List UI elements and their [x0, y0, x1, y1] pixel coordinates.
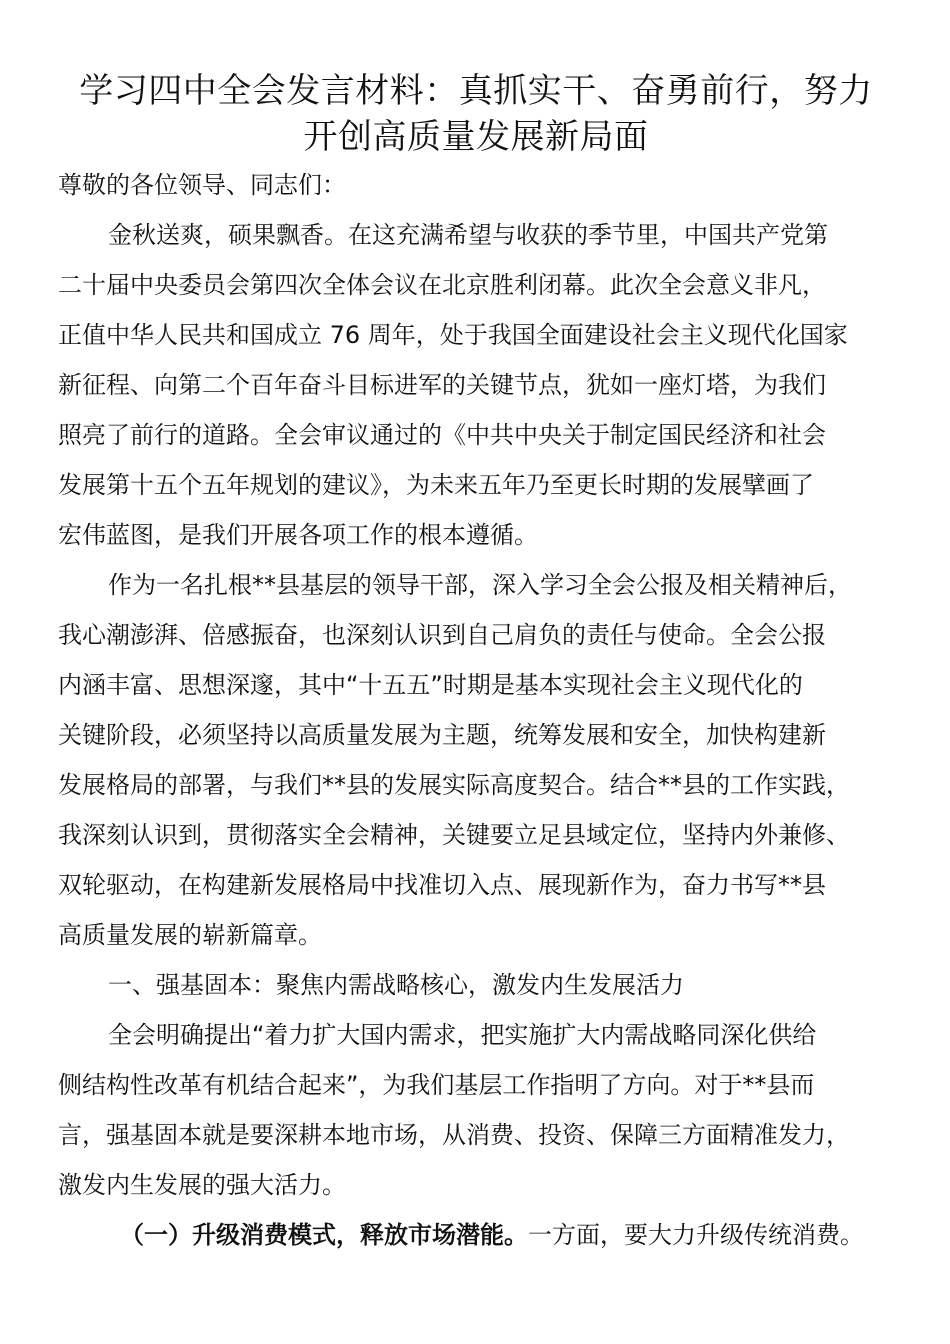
title-line-2: 开创高质量发展新局面 [303, 117, 649, 157]
text-line: 正值中华人民共和国成立 76 周年，处于我国全面建设社会主义现代化国家 [58, 321, 848, 349]
text-line: 二十届中央委员会第四次全体会议在北京胜利闭幕。此次全会意义非凡， [58, 271, 826, 299]
paragraph-opening [58, 210, 894, 560]
salutation: 尊敬的各位领导、同志们： [58, 171, 346, 199]
title-line-1: 学习四中全会发言材料：真抓实干、奋勇前行，努力 [79, 71, 873, 111]
subsection-heading: （一）升级消费模式，释放市场潜能。 [120, 1221, 528, 1249]
text-line: 发展格局的部署，与我们**县的发展实际高度契合。结合**县的工作实践， [58, 771, 850, 799]
paragraph-section-intro [58, 1010, 894, 1210]
text-line: 高质量发展的崭新篇章。 [58, 921, 322, 949]
text-line: 内涵丰富、思想深邃，其中“十五五”时期是基本实现社会主义现代化的 [58, 671, 803, 699]
text-line: 激发内生发展的强大活力。 [58, 1171, 346, 1199]
text-line: 作为一名扎根**县基层的领导干部，深入学习全会公报及相关精神后， [108, 571, 852, 599]
paragraph-reflection [58, 560, 894, 960]
text-line: 金秋送爽，硕果飘香。在这充满希望与收获的季节里，中国共产党第 [108, 221, 828, 249]
text-line: 新征程、向第二个百年奋斗目标进军的关键节点，犹如一座灯塔，为我们 [58, 371, 826, 399]
text-line: 照亮了前行的道路。全会审议通过的《中共中央关于制定国民经济和社会 [58, 421, 826, 449]
subsection-paragraph [58, 1210, 894, 1260]
document-page [58, 68, 894, 1260]
text-line: 双轮驱动，在构建新发展格局中找准切入点、展现新作为，奋力书写**县 [58, 871, 826, 899]
text-line: 我深刻认识到，贯彻落实全会精神，关键要立足县域定位，坚持内外兼修、 [58, 821, 850, 849]
text-line: 关键阶段，必须坚持以高质量发展为主题，统筹发展和安全，加快构建新 [58, 721, 826, 749]
text-line: 发展第十五个五年规划的建议》，为未来五年乃至更长时期的发展擘画了 [58, 471, 814, 499]
text-line: 宏伟蓝图，是我们开展各项工作的根本遵循。 [58, 521, 538, 549]
subsection-text: 一方面，要大力升级传统消费。 [528, 1221, 864, 1249]
document-title [58, 68, 894, 160]
section-heading: 一、强基固本：聚焦内需战略核心，激发内生发展活力 [108, 971, 684, 999]
text-line: 侧结构性改革有机结合起来”，为我们基层工作指明了方向。对于**县而 [58, 1071, 815, 1099]
text-line: 全会明确提出“着力扩大国内需求，把实施扩大内需战略同深化供给 [108, 1021, 817, 1049]
text-line: 我心潮澎湃、倍感振奋，也深刻认识到自己肩负的责任与使命。全会公报 [58, 621, 826, 649]
text-line: 言，强基固本就是要深耕本地市场，从消费、投资、保障三方面精准发力， [58, 1121, 850, 1149]
